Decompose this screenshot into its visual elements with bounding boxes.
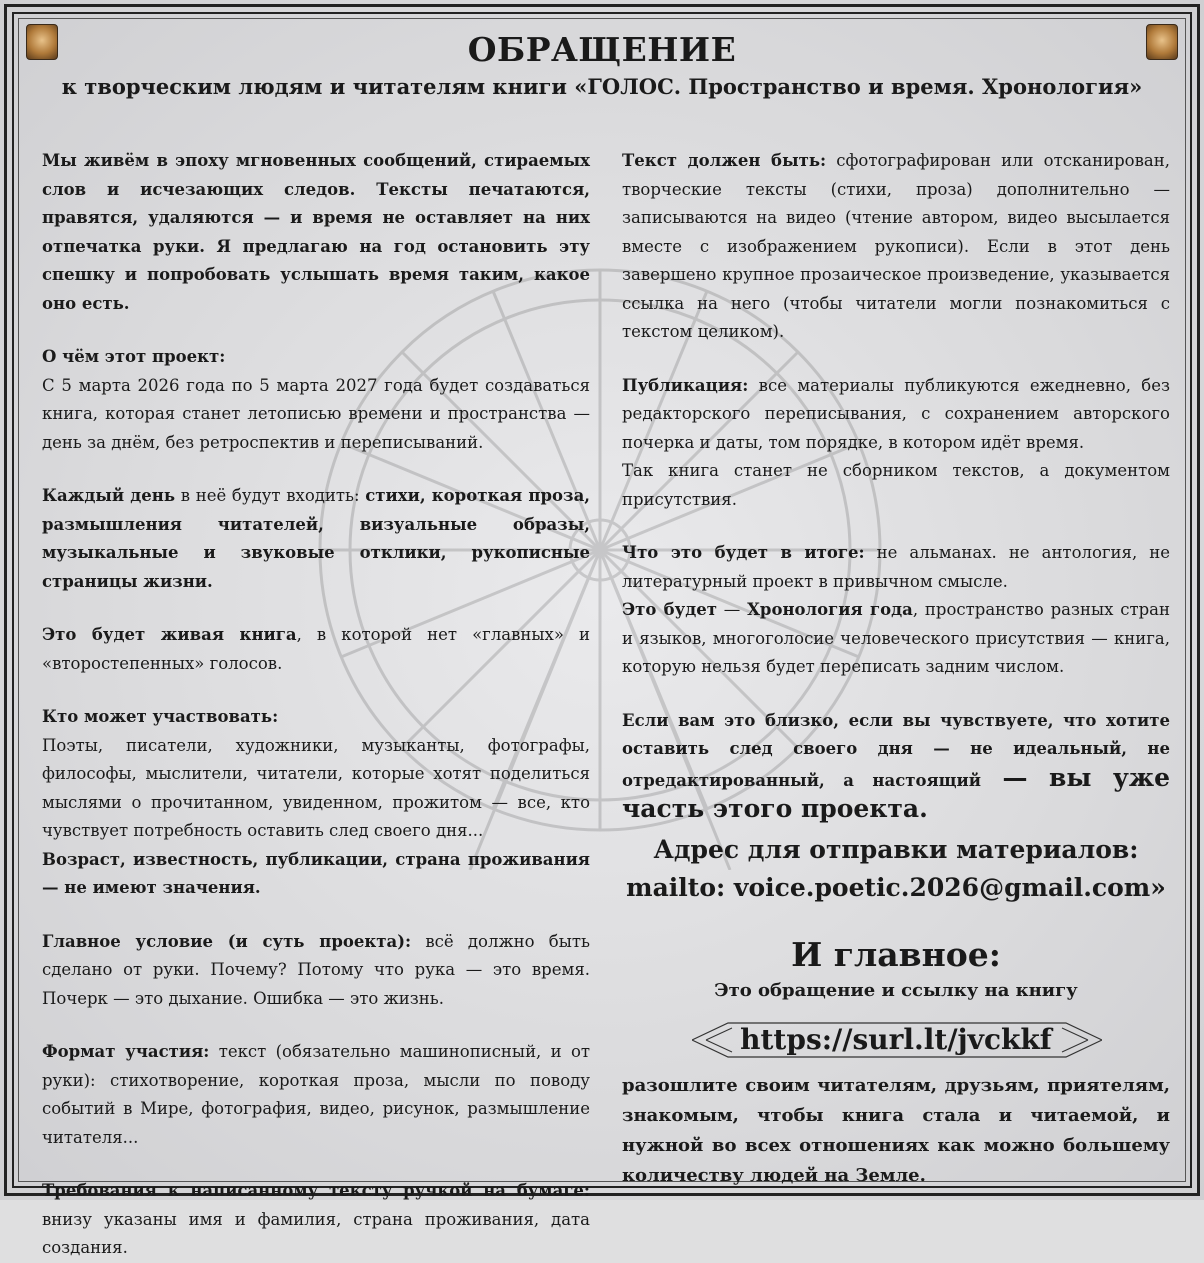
requirements-section: Требования к написанному тексту ручкой на бумаге: внизу указаны имя и фамилия, страна проживания, дата создания. <box>42 1181 590 1257</box>
living-book-section: Это будет живая книга, в которой нет «главных» и «второстепенных» голосов. <box>42 625 591 673</box>
appeal-section: Если вам это близко, если вы чувствуете, что хотите оставить след своего дня — не идеальный, не отредактированный, а настоящий — вы уже часть этого проекта. <box>622 710 1171 823</box>
main-condition-section: Главное условие (и суть проекта): всё должно быть сделано от руки. Почему? Потому что рука — это время. Почерк — это дыхание. Ошибка — это жизнь. <box>42 931 590 1008</box>
about-section: О чём этот проект: С 5 марта 2026 года по 5 марта 2027 года будет создаваться книга, которая станет летописью времени и пространства — день за днём, без ретроспектив и переписываний. <box>42 347 590 452</box>
address-heading: Адрес для отправки материалов: <box>653 834 1139 864</box>
page-title: ОБРАЩЕНИЕ <box>467 30 737 69</box>
page-subtitle: к творческим людям и читателям книги «ГОЛОС. Пространство и время. Хронология» <box>61 74 1143 99</box>
link-banner <box>622 1017 1170 1063</box>
address-block <box>622 831 1170 907</box>
about-heading: О чём этот проект: <box>42 347 226 366</box>
main-heading: И главное: <box>791 934 1001 974</box>
email-link[interactable]: mailto: voice.poetic.2026@gmail.com» <box>626 872 1166 902</box>
left-column <box>42 147 590 1263</box>
who-section: Кто может участвовать: Поэты, писатели, художники, музыканты, фотографы, философы, мыслители, читатели, которые хотят поделиться мыслями о прочитанном, увиденном, прожитом — все, кто чувствует потребность оставить след своего дня... Возраст, известность, публикации, страна проживания — не имеют значения. <box>42 707 590 897</box>
who-heading: Кто может участвовать: <box>42 707 279 726</box>
main-subheading: Это обращение и ссылку на книгу <box>714 979 1078 1001</box>
text-format-section: Текст должен быть: сфотографирован или отсканирован, творческие тексты (стихи, проза) дополнительно — записываются на видео (чтение автором, видео высылается вместе с изображением рукописи). Если в этот день завершено крупное прозаическое произведение, указывается ссылка на него (чтобы читатели могли познакомиться с текстом целиком). <box>622 151 1170 341</box>
book-link[interactable]: https://surl.lt/jvckkf <box>740 1022 1052 1056</box>
daily-section: Каждый день в неё будут входить: стихи, короткая проза, размышления читателей, визуальные образы, музыкальные и звуковые отклики, рукописные страницы жизни. <box>42 486 591 591</box>
format-section: Формат участия: текст (обязательно машинописный, и от руки): стихотворение, короткая проза, мысли по поводу событий в Мире, фотография, видео, рисунок, размышление читателя... <box>42 1042 590 1147</box>
publication-section: Публикация: все материалы публикуются ежедневно, без редакторского переписывания, с сохранением авторского почерка и даты, том порядке, в котором идёт время. Так книга станет не сборником текстов, а документом присутствия. <box>622 375 1170 509</box>
result-section: Что это будет в итоге: не альманах. не антология, не литературный проект в привычном смысле. Это будет — Хронология года, пространство разных стран и языков, многоголосие человеческого присутствия — книга, которую нельзя будет переписать задним числом. <box>622 543 1171 676</box>
final-paragraph: разошлите своим читателям, друзьям, приятелям, знакомым, чтобы книга стала и читаемой, и нужной во всех отношениях как можно большему количеству людей на Земле. <box>622 1075 1170 1186</box>
intro-paragraph: Мы живём в эпоху мгновенных сообщений, стираемых слов и исчезающих следов. Тексты печатаются, правятся, удаляются — и время не оставляет на них отпечатка руки. Я предлагаю на год остановить эту спешку и попробовать услышать время таким, какое оно есть. <box>42 151 590 313</box>
right-column <box>622 147 1170 1191</box>
